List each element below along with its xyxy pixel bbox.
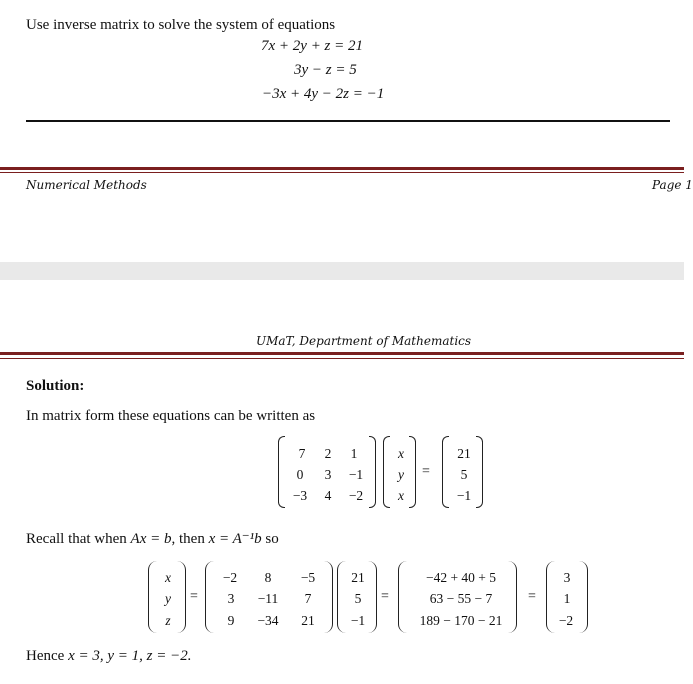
vector-cell: x (165, 570, 171, 585)
equals-sign: = (190, 589, 198, 604)
footer-left-text: Numerical Methods (26, 178, 147, 192)
product-cell: 189 − 170 − 21 (419, 613, 503, 628)
bracket (409, 436, 416, 508)
vector-cell: y (165, 591, 171, 606)
matrix-cell: 3 (324, 467, 332, 482)
bracket (383, 436, 390, 508)
paren (398, 561, 407, 633)
equation-3: −3x + 4y − 2z = −1 (262, 86, 385, 102)
matrix-cell: 8 (264, 570, 272, 585)
recall-so: so (265, 531, 279, 547)
result-cell: −2 (558, 613, 574, 628)
recall-line (26, 529, 279, 548)
equation-2: 3y − z = 5 (294, 62, 357, 78)
vector-cell: z (165, 613, 171, 628)
matrix-cell: −5 (300, 570, 316, 585)
separator-line (26, 120, 670, 122)
paren (508, 561, 517, 633)
equals-sign: = (381, 589, 389, 604)
result-cell: 3 (563, 570, 571, 585)
recall-text: Recall that when (26, 531, 127, 547)
matrix-cell: 3 (227, 591, 235, 606)
vector-cell: x (398, 488, 404, 503)
paren (579, 561, 588, 633)
matrix-cell: 4 (324, 488, 332, 503)
recall-equation: Ax = b (130, 531, 172, 547)
equation-1: 7x + 2y + z = 21 (261, 38, 364, 54)
bracket (442, 436, 449, 508)
recall-then: , then (171, 531, 205, 547)
matrix-cell: 21 (301, 613, 315, 628)
solution-heading: Solution: (26, 378, 85, 394)
conclusion (26, 648, 191, 665)
equals-sign: = (528, 589, 536, 604)
final-answer: x = 3, y = 1, z = −2. (68, 648, 192, 664)
vector-cell: 5 (460, 467, 468, 482)
result-cell: 1 (563, 591, 571, 606)
bracket (476, 436, 483, 508)
bracket (369, 436, 376, 508)
inverse-equation: x = A⁻¹b (208, 531, 262, 547)
bracket (278, 436, 285, 508)
vector-cell: −1 (456, 488, 472, 503)
footer-page-number: Page 1 (652, 178, 693, 192)
equals-sign: = (422, 464, 430, 479)
vector-cell: 21 (457, 446, 471, 461)
problem-statement: Use inverse matrix to solve the system of equations (26, 17, 336, 33)
matrix-form-intro: In matrix form these equations can be written as (26, 408, 316, 424)
hence-label: Hence (26, 648, 65, 664)
matrix-cell: 9 (227, 613, 235, 628)
matrix-cell: 2 (324, 446, 332, 461)
matrix-cell: −1 (348, 467, 364, 482)
paren (337, 561, 346, 633)
header-center-text: UMaT, Department of Mathematics (256, 334, 472, 348)
paren (324, 561, 333, 633)
matrix-cell: −2 (348, 488, 364, 503)
matrix-cell: 1 (350, 446, 358, 461)
matrix-cell: −2 (222, 570, 238, 585)
paren (148, 561, 157, 633)
vector-cell: 21 (351, 570, 365, 585)
page-gap (0, 262, 684, 280)
paren (205, 561, 214, 633)
matrix-cell: −34 (257, 613, 279, 628)
vector-cell: −1 (350, 613, 366, 628)
vector-cell: 5 (354, 591, 362, 606)
product-cell: 63 − 55 − 7 (429, 591, 493, 606)
paren (368, 561, 377, 633)
matrix-cell: 0 (296, 467, 304, 482)
product-cell: −42 + 40 + 5 (425, 570, 497, 585)
matrix-cell: 7 (304, 591, 312, 606)
header-rule-thin (0, 358, 684, 359)
footer-rule-thin (0, 172, 684, 173)
paren (177, 561, 186, 633)
matrix-cell: −3 (292, 488, 308, 503)
matrix-cell: −11 (257, 591, 279, 606)
paren (546, 561, 555, 633)
vector-cell: y (398, 467, 404, 482)
matrix-cell: 7 (298, 446, 306, 461)
header-rule (0, 352, 684, 355)
footer-rule (0, 167, 684, 170)
vector-cell: x (398, 446, 404, 461)
